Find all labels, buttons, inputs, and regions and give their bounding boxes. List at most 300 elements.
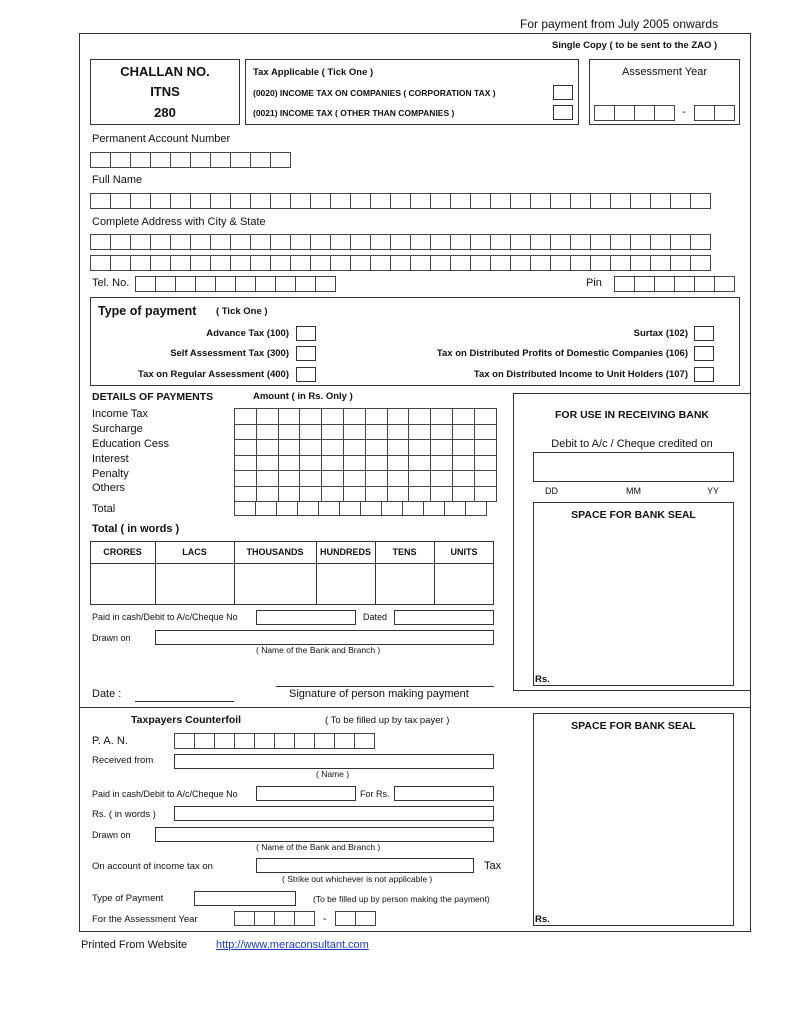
input-cell[interactable]	[270, 234, 291, 250]
input-cell[interactable]	[270, 193, 291, 209]
input-cell[interactable]	[90, 255, 111, 271]
input-cell[interactable]	[430, 255, 451, 271]
input-cell[interactable]	[234, 733, 255, 749]
input-cell[interactable]	[130, 255, 151, 271]
input-cell[interactable]	[230, 193, 251, 209]
amount-cell[interactable]	[430, 486, 453, 503]
amount-cell[interactable]	[430, 455, 453, 472]
input-cell[interactable]	[654, 276, 675, 292]
input-cell[interactable]	[650, 193, 671, 209]
input-cell[interactable]	[155, 276, 176, 292]
for-rs-label: For Rs.	[360, 789, 390, 799]
amount-cell[interactable]	[343, 486, 366, 503]
input-cell[interactable]	[354, 733, 375, 749]
amount-cell[interactable]	[387, 470, 410, 487]
input-cell[interactable]	[630, 234, 651, 250]
row-education-cess: Education Cess	[92, 438, 170, 450]
input-cell[interactable]	[195, 276, 216, 292]
input-cell[interactable]	[330, 193, 351, 209]
input-cell[interactable]	[150, 152, 171, 168]
input-cell[interactable]	[210, 255, 231, 271]
input-cell[interactable]	[550, 234, 571, 250]
date-line[interactable]	[135, 701, 234, 702]
address-line2-cells[interactable]	[90, 255, 710, 271]
input-cell[interactable]	[250, 193, 271, 209]
input-cell[interactable]	[310, 193, 331, 209]
input-cell[interactable]	[430, 193, 451, 209]
input-cell[interactable]	[694, 276, 715, 292]
amount-cell[interactable]	[343, 470, 366, 487]
input-cell[interactable]	[294, 911, 315, 926]
input-cell[interactable]	[630, 255, 651, 271]
amount-cell[interactable]	[256, 470, 279, 487]
amount-cell[interactable]	[365, 470, 388, 487]
input-cell[interactable]	[570, 234, 591, 250]
rs-words-field[interactable]	[174, 806, 494, 821]
counterfoil-pan-label: P. A. N.	[92, 735, 128, 747]
input-cell[interactable]	[370, 193, 391, 209]
input-cell[interactable]	[444, 501, 466, 516]
input-cell[interactable]	[150, 234, 171, 250]
input-cell[interactable]	[190, 193, 211, 209]
counterfoil-cheque-field[interactable]	[256, 786, 356, 801]
dated-field[interactable]	[394, 610, 494, 625]
tax-label: Tax	[484, 860, 502, 872]
advance-tax-checkbox[interactable]	[296, 326, 316, 341]
input-cell[interactable]	[290, 193, 311, 209]
type-of-payment-title: Type of payment	[98, 304, 197, 318]
input-cell[interactable]	[254, 733, 275, 749]
input-cell[interactable]	[235, 276, 256, 292]
input-cell[interactable]	[230, 234, 251, 250]
amount-cell[interactable]	[387, 486, 410, 503]
amount-cell[interactable]	[299, 470, 322, 487]
input-cell[interactable]	[255, 276, 276, 292]
input-cell[interactable]	[510, 193, 531, 209]
amount-cell[interactable]	[299, 439, 322, 456]
amount-cell[interactable]	[430, 470, 453, 487]
amount-cell[interactable]	[343, 424, 366, 441]
input-cell[interactable]	[381, 501, 403, 516]
signature-line	[276, 686, 494, 687]
assessment-year-separator: -	[682, 106, 686, 118]
input-cell[interactable]	[90, 152, 111, 168]
amount-cell[interactable]	[408, 470, 431, 487]
amount-cell[interactable]	[387, 408, 410, 425]
input-cell[interactable]	[370, 234, 391, 250]
input-cell[interactable]	[430, 234, 451, 250]
paid-in-label: Paid in cash/Debit to A/c/Cheque No	[92, 612, 238, 622]
counterfoil-ay-label: For the Assessment Year	[92, 914, 198, 925]
regular-assessment-label: Tax on Regular Assessment (400)	[138, 369, 289, 380]
input-cell[interactable]	[570, 255, 591, 271]
amount-cell[interactable]	[343, 439, 366, 456]
input-cell[interactable]	[610, 255, 631, 271]
received-from-field[interactable]	[174, 754, 494, 769]
input-cell[interactable]	[130, 234, 151, 250]
input-cell[interactable]	[334, 733, 355, 749]
input-cell[interactable]	[275, 276, 296, 292]
input-cell[interactable]	[110, 234, 131, 250]
input-cell[interactable]	[230, 255, 251, 271]
row-income-tax: Income Tax	[92, 408, 149, 420]
surtax-checkbox[interactable]	[694, 326, 714, 341]
amount-cell[interactable]	[278, 424, 301, 441]
input-cell[interactable]	[274, 733, 295, 749]
input-cell[interactable]	[423, 501, 445, 516]
counterfoil-filled-by: ( To be filled up by tax payer )	[325, 715, 450, 726]
counterfoil-ay-from-cells[interactable]	[234, 911, 314, 926]
amount-cell[interactable]	[474, 486, 497, 503]
amount-cell[interactable]	[452, 439, 475, 456]
input-cell[interactable]	[250, 234, 271, 250]
input-cell[interactable]	[170, 234, 191, 250]
input-cell[interactable]	[370, 255, 391, 271]
cheque-no-field[interactable]	[256, 610, 356, 625]
input-cell[interactable]	[274, 911, 295, 926]
counterfoil-pan-cells[interactable]	[174, 733, 374, 749]
tel-cells[interactable]	[135, 276, 335, 292]
input-cell[interactable]	[360, 501, 382, 516]
input-cell[interactable]	[190, 234, 211, 250]
bank-seal-rs: Rs.	[535, 674, 550, 685]
amount-cell[interactable]	[343, 455, 366, 472]
input-cell[interactable]	[550, 255, 571, 271]
input-cell[interactable]	[276, 501, 298, 516]
counterfoil-paid-in-label: Paid in cash/Debit to A/c/Cheque No	[92, 789, 238, 799]
input-cell[interactable]	[350, 234, 371, 250]
input-cell[interactable]	[294, 733, 315, 749]
amount-cell[interactable]	[234, 470, 257, 487]
input-cell[interactable]	[234, 501, 256, 516]
input-cell[interactable]	[590, 255, 611, 271]
amount-cell[interactable]	[430, 439, 453, 456]
counterfoil-ay-to-cells[interactable]	[335, 911, 375, 926]
input-cell[interactable]	[690, 193, 711, 209]
self-assessment-label: Self Assessment Tax (300)	[170, 348, 289, 359]
distributed-profits-label: Tax on Distributed Profits of Domestic Companies (106)	[436, 348, 688, 359]
amount-cell[interactable]	[387, 424, 410, 441]
input-cell[interactable]	[610, 193, 631, 209]
input-cell[interactable]	[355, 911, 376, 926]
name-caption: ( Name )	[316, 769, 350, 779]
amount-cell[interactable]	[474, 470, 497, 487]
input-cell[interactable]	[490, 234, 511, 250]
input-cell[interactable]	[674, 276, 695, 292]
amount-cell[interactable]	[408, 424, 431, 441]
row-surcharge: Surcharge	[92, 423, 143, 435]
amount-cell[interactable]	[321, 455, 344, 472]
input-cell[interactable]	[130, 193, 151, 209]
amount-grid[interactable]	[234, 408, 496, 501]
amount-cell[interactable]	[321, 439, 344, 456]
input-cell[interactable]	[590, 234, 611, 250]
amount-cell[interactable]	[452, 408, 475, 425]
input-cell[interactable]	[402, 501, 424, 516]
amount-cell[interactable]	[234, 439, 257, 456]
receiving-bank-title: FOR USE IN RECEIVING BANK	[554, 409, 709, 421]
input-cell[interactable]	[614, 276, 635, 292]
tax-applicable-title: Tax Applicable ( Tick One )	[253, 67, 374, 78]
amount-cell[interactable]	[278, 470, 301, 487]
amount-cell[interactable]	[278, 439, 301, 456]
drawn-on-field[interactable]	[155, 630, 494, 645]
row-interest: Interest	[92, 453, 129, 465]
challan-itns: ITNS	[150, 84, 180, 99]
amount-cell[interactable]	[299, 424, 322, 441]
input-cell[interactable]	[670, 234, 691, 250]
strike-out-caption: ( Strike out whichever is not applicable )	[282, 874, 433, 884]
input-cell[interactable]	[270, 255, 291, 271]
bank-branch-caption: ( Name of the Bank and Branch )	[256, 645, 381, 655]
signature-label: Signature of person making payment	[289, 688, 469, 700]
amount-cell[interactable]	[452, 486, 475, 503]
bank-seal-box	[533, 502, 734, 686]
input-cell[interactable]	[350, 255, 371, 271]
address-label: Complete Address with City & State	[92, 216, 266, 228]
input-cell[interactable]	[315, 276, 336, 292]
amount-cell[interactable]	[452, 470, 475, 487]
input-cell[interactable]	[210, 193, 231, 209]
input-cell[interactable]	[270, 152, 291, 168]
input-cell[interactable]	[250, 152, 271, 168]
input-cell[interactable]	[250, 255, 271, 271]
input-cell[interactable]	[230, 152, 251, 168]
input-cell[interactable]	[510, 234, 531, 250]
amount-cell[interactable]	[408, 455, 431, 472]
yy-label: YY	[707, 486, 720, 496]
distributed-profits-checkbox[interactable]	[694, 346, 714, 361]
address-line1-cells[interactable]	[90, 234, 710, 250]
input-cell[interactable]	[490, 193, 511, 209]
input-cell[interactable]	[295, 276, 316, 292]
input-cell[interactable]	[650, 255, 671, 271]
input-cell[interactable]	[550, 193, 571, 209]
amount-cell[interactable]	[299, 486, 322, 503]
amount-cell[interactable]	[234, 408, 257, 425]
input-cell[interactable]	[390, 234, 411, 250]
tax-option-0020: (0020) INCOME TAX ON COMPANIES ( CORPORATION TAX )	[253, 88, 496, 98]
input-cell[interactable]	[297, 501, 319, 516]
total-label: Total	[92, 503, 116, 515]
counterfoil-divider	[79, 707, 751, 708]
amount-cell[interactable]	[321, 486, 344, 503]
input-cell[interactable]	[670, 193, 691, 209]
amount-cell[interactable]	[234, 486, 257, 503]
type-of-payment-tick: ( Tick One )	[216, 306, 268, 317]
total-words-label: Total ( in words )	[92, 523, 180, 535]
input-cell[interactable]	[310, 234, 331, 250]
input-cell[interactable]	[310, 255, 331, 271]
amount-cell[interactable]	[365, 455, 388, 472]
input-cell[interactable]	[90, 193, 111, 209]
drawn-on-label: Drawn on	[92, 633, 131, 643]
amount-cell[interactable]	[474, 439, 497, 456]
for-rs-field[interactable]	[394, 786, 494, 801]
amount-cell[interactable]	[234, 455, 257, 472]
amount-cell[interactable]	[452, 455, 475, 472]
input-cell[interactable]	[214, 733, 235, 749]
input-cell[interactable]	[135, 276, 156, 292]
amount-cell[interactable]	[256, 408, 279, 425]
on-account-field[interactable]	[256, 858, 474, 873]
input-cell[interactable]	[390, 255, 411, 271]
input-cell[interactable]	[170, 152, 191, 168]
input-cell[interactable]	[234, 911, 255, 926]
amount-cell[interactable]	[387, 439, 410, 456]
input-cell[interactable]	[590, 193, 611, 209]
input-cell[interactable]	[290, 234, 311, 250]
input-cell[interactable]	[690, 234, 711, 250]
amount-cell[interactable]	[256, 486, 279, 503]
input-cell[interactable]	[290, 255, 311, 271]
debit-date-field[interactable]	[533, 452, 734, 482]
amount-cell[interactable]	[256, 439, 279, 456]
pan-cells[interactable]	[90, 152, 290, 168]
input-cell[interactable]	[410, 255, 431, 271]
input-cell[interactable]	[390, 193, 411, 209]
amount-cell[interactable]	[365, 486, 388, 503]
input-cell[interactable]	[190, 255, 211, 271]
amount-cell[interactable]	[321, 408, 344, 425]
input-cell[interactable]	[350, 193, 371, 209]
tax-option-0021-checkbox[interactable]	[553, 105, 573, 120]
input-cell[interactable]	[470, 255, 491, 271]
input-cell[interactable]	[490, 255, 511, 271]
assessment-year-from-cells[interactable]	[594, 105, 674, 121]
amount-cell[interactable]	[278, 408, 301, 425]
input-cell[interactable]	[450, 255, 471, 271]
input-cell[interactable]	[110, 152, 131, 168]
input-cell[interactable]	[690, 255, 711, 271]
input-cell[interactable]	[650, 234, 671, 250]
input-cell[interactable]	[175, 276, 196, 292]
type-payment-field[interactable]	[194, 891, 296, 906]
input-cell[interactable]	[410, 193, 431, 209]
full-name-cells[interactable]	[90, 193, 710, 209]
input-cell[interactable]	[210, 234, 231, 250]
amount-cell[interactable]	[452, 424, 475, 441]
distributed-income-checkbox[interactable]	[694, 367, 714, 382]
amount-cell[interactable]	[408, 408, 431, 425]
input-cell[interactable]	[530, 234, 551, 250]
amount-cell[interactable]	[387, 455, 410, 472]
amount-cell[interactable]	[321, 470, 344, 487]
input-cell[interactable]	[530, 255, 551, 271]
input-cell[interactable]	[470, 234, 491, 250]
input-cell[interactable]	[714, 276, 735, 292]
input-cell[interactable]	[174, 733, 195, 749]
regular-assessment-checkbox[interactable]	[296, 367, 316, 382]
counterfoil-ay-separator: -	[323, 913, 327, 925]
bank-seal-title: SPACE FOR BANK SEAL	[571, 509, 696, 521]
website-link[interactable]: http://www.meraconsultant.com	[216, 939, 369, 951]
amount-cell[interactable]	[278, 486, 301, 503]
amount-cell[interactable]	[408, 439, 431, 456]
amount-cell[interactable]	[299, 408, 322, 425]
input-cell[interactable]	[450, 193, 471, 209]
input-cell[interactable]	[670, 255, 691, 271]
input-cell[interactable]	[410, 234, 431, 250]
input-cell[interactable]	[318, 501, 340, 516]
input-cell[interactable]	[90, 234, 111, 250]
amount-cell[interactable]	[430, 424, 453, 441]
amount-label: Amount ( in Rs. Only )	[253, 391, 353, 402]
total-cells[interactable]	[234, 501, 486, 516]
amount-cell[interactable]	[474, 455, 497, 472]
received-from-label: Received from	[92, 755, 154, 766]
input-cell[interactable]	[634, 276, 655, 292]
amount-cell[interactable]	[321, 424, 344, 441]
input-cell[interactable]	[335, 911, 356, 926]
single-copy-note: Single Copy ( to be sent to the ZAO )	[552, 40, 718, 51]
amount-cell[interactable]	[278, 455, 301, 472]
input-cell[interactable]	[150, 193, 171, 209]
tel-label: Tel. No.	[92, 277, 130, 289]
input-cell[interactable]	[530, 193, 551, 209]
details-of-payments-title: DETAILS OF PAYMENTS	[92, 391, 214, 403]
assessment-year-to-cells[interactable]	[694, 105, 734, 121]
pin-cells[interactable]	[614, 276, 734, 292]
self-assessment-checkbox[interactable]	[296, 346, 316, 361]
amount-cell[interactable]	[256, 455, 279, 472]
input-cell[interactable]	[170, 193, 191, 209]
amount-cell[interactable]	[256, 424, 279, 441]
col-lacs: LACS	[182, 547, 207, 557]
input-cell[interactable]	[630, 193, 651, 209]
input-cell[interactable]	[339, 501, 361, 516]
input-cell[interactable]	[450, 234, 471, 250]
amount-cell[interactable]	[343, 408, 366, 425]
input-cell[interactable]	[254, 911, 275, 926]
input-cell[interactable]	[330, 234, 351, 250]
amount-cell[interactable]	[365, 408, 388, 425]
input-cell[interactable]	[130, 152, 151, 168]
amount-cell[interactable]	[474, 424, 497, 441]
pin-label: Pin	[586, 277, 602, 289]
advance-tax-label: Advance Tax (100)	[206, 328, 289, 339]
input-cell[interactable]	[470, 193, 491, 209]
input-cell[interactable]	[210, 152, 231, 168]
amount-cell[interactable]	[365, 439, 388, 456]
input-cell[interactable]	[215, 276, 236, 292]
tax-option-0020-checkbox[interactable]	[553, 85, 573, 100]
input-cell[interactable]	[110, 255, 131, 271]
input-cell[interactable]	[190, 152, 211, 168]
input-cell[interactable]	[255, 501, 277, 516]
input-cell[interactable]	[170, 255, 191, 271]
input-cell[interactable]	[570, 193, 591, 209]
input-cell[interactable]	[110, 193, 131, 209]
input-cell[interactable]	[314, 733, 335, 749]
input-cell[interactable]	[465, 501, 487, 516]
row-penalty: Penalty	[92, 468, 129, 480]
input-cell[interactable]	[150, 255, 171, 271]
amount-cell[interactable]	[474, 408, 497, 425]
counterfoil-drawn-on-field[interactable]	[155, 827, 494, 842]
input-cell[interactable]	[610, 234, 631, 250]
input-cell[interactable]	[194, 733, 215, 749]
amount-cell[interactable]	[408, 486, 431, 503]
amount-cell[interactable]	[234, 424, 257, 441]
filled-by-person-caption: (To be filled up by person making the payment)	[313, 894, 490, 904]
amount-cell[interactable]	[365, 424, 388, 441]
amount-cell[interactable]	[299, 455, 322, 472]
input-cell[interactable]	[330, 255, 351, 271]
amount-cell[interactable]	[430, 408, 453, 425]
input-cell[interactable]	[510, 255, 531, 271]
dd-label: DD	[545, 486, 558, 496]
